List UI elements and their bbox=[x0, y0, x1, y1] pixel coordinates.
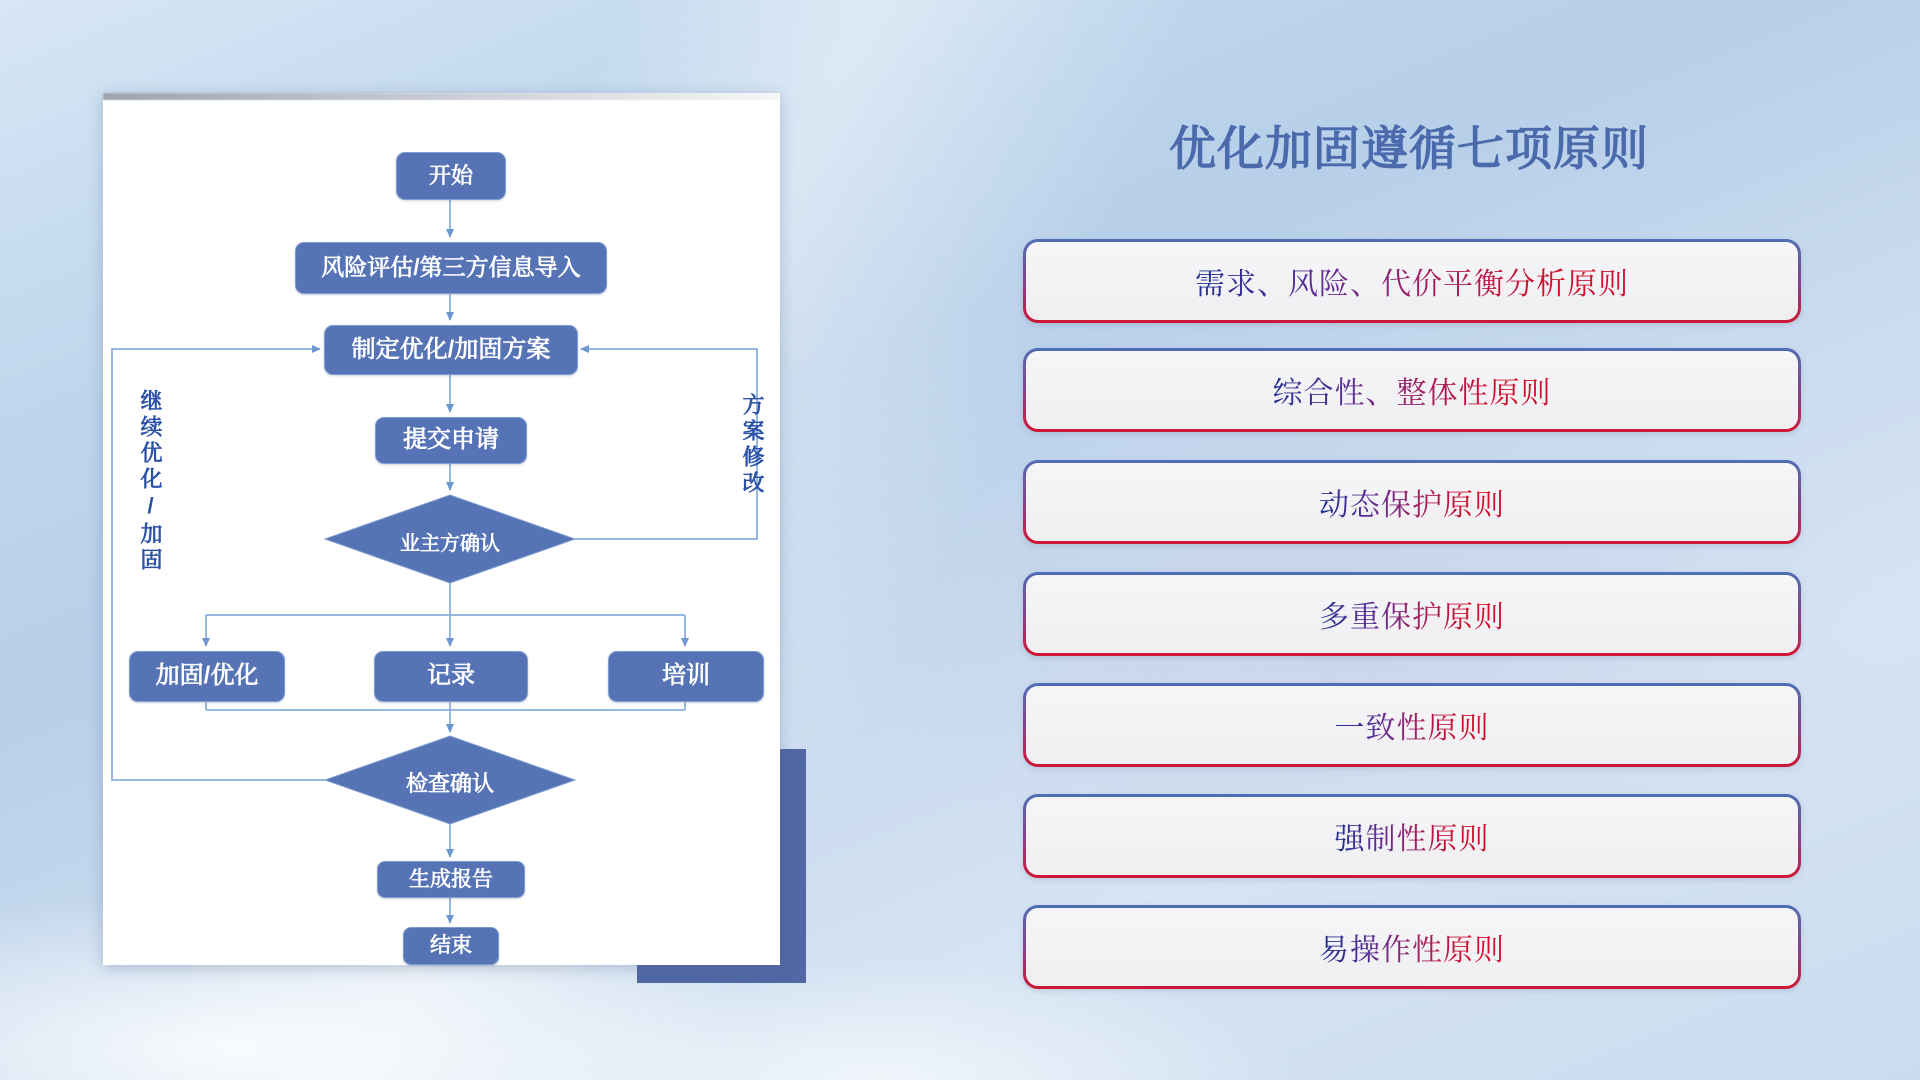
principle-7-label: 易操作性原则 bbox=[1319, 925, 1505, 969]
flow-node-record bbox=[374, 651, 528, 702]
label-plan-revision: 方案修改 bbox=[740, 393, 765, 497]
flow-node-start-label: 开始 bbox=[428, 162, 473, 188]
flow-node-plan-label: 制定优化/加固方案 bbox=[351, 335, 551, 363]
principle-box-2 bbox=[1023, 348, 1801, 432]
flow-node-start bbox=[396, 152, 506, 200]
flow-node-training-label: 培训 bbox=[662, 662, 710, 690]
flow-node-generate-report bbox=[377, 861, 525, 898]
principle-box-4 bbox=[1023, 572, 1801, 656]
flow-node-submit-request bbox=[375, 417, 527, 464]
principle-2-label: 综合性、整体性原则 bbox=[1273, 368, 1552, 412]
principle-box-5 bbox=[1023, 683, 1801, 767]
loop-plan-revision bbox=[575, 349, 757, 539]
flow-node-training bbox=[608, 651, 764, 702]
flow-node-owner-confirm-label: 业主方确认 bbox=[400, 533, 500, 555]
principle-5-label: 一致性原则 bbox=[1335, 703, 1490, 747]
flow-node-end bbox=[403, 927, 499, 965]
principle-box-1 bbox=[1023, 239, 1801, 323]
principle-1-label: 需求、风险、代价平衡分析原则 bbox=[1195, 259, 1629, 303]
flow-node-report-label: 生成报告 bbox=[409, 867, 493, 891]
principles-panel bbox=[1023, 0, 1795, 1080]
page-title: 优化加固遵循七项原则 bbox=[1169, 122, 1649, 175]
principle-6-label: 强制性原则 bbox=[1335, 814, 1490, 858]
principle-3-label: 动态保护原则 bbox=[1319, 480, 1505, 524]
label-continue-optimize: 继续优化/加固 bbox=[138, 389, 163, 574]
principle-box-7 bbox=[1023, 905, 1801, 989]
flow-node-harden-optimize bbox=[129, 651, 285, 702]
principle-4-label: 多重保护原则 bbox=[1319, 592, 1505, 636]
flow-node-harden-label: 加固/优化 bbox=[155, 662, 259, 690]
flow-node-check-confirm-label: 检查确认 bbox=[405, 771, 494, 796]
flow-node-record-label: 记录 bbox=[427, 662, 475, 690]
flow-node-submit-label: 提交申请 bbox=[403, 426, 499, 454]
flow-node-make-plan bbox=[324, 325, 578, 375]
flow-node-risk-label: 风险评估/第三方信息导入 bbox=[321, 254, 581, 281]
principle-box-3 bbox=[1023, 460, 1801, 544]
principle-box-6 bbox=[1023, 794, 1801, 878]
flow-node-end-label: 结束 bbox=[430, 934, 472, 958]
flow-node-risk-assessment bbox=[295, 242, 607, 294]
flowchart-card bbox=[103, 93, 780, 965]
